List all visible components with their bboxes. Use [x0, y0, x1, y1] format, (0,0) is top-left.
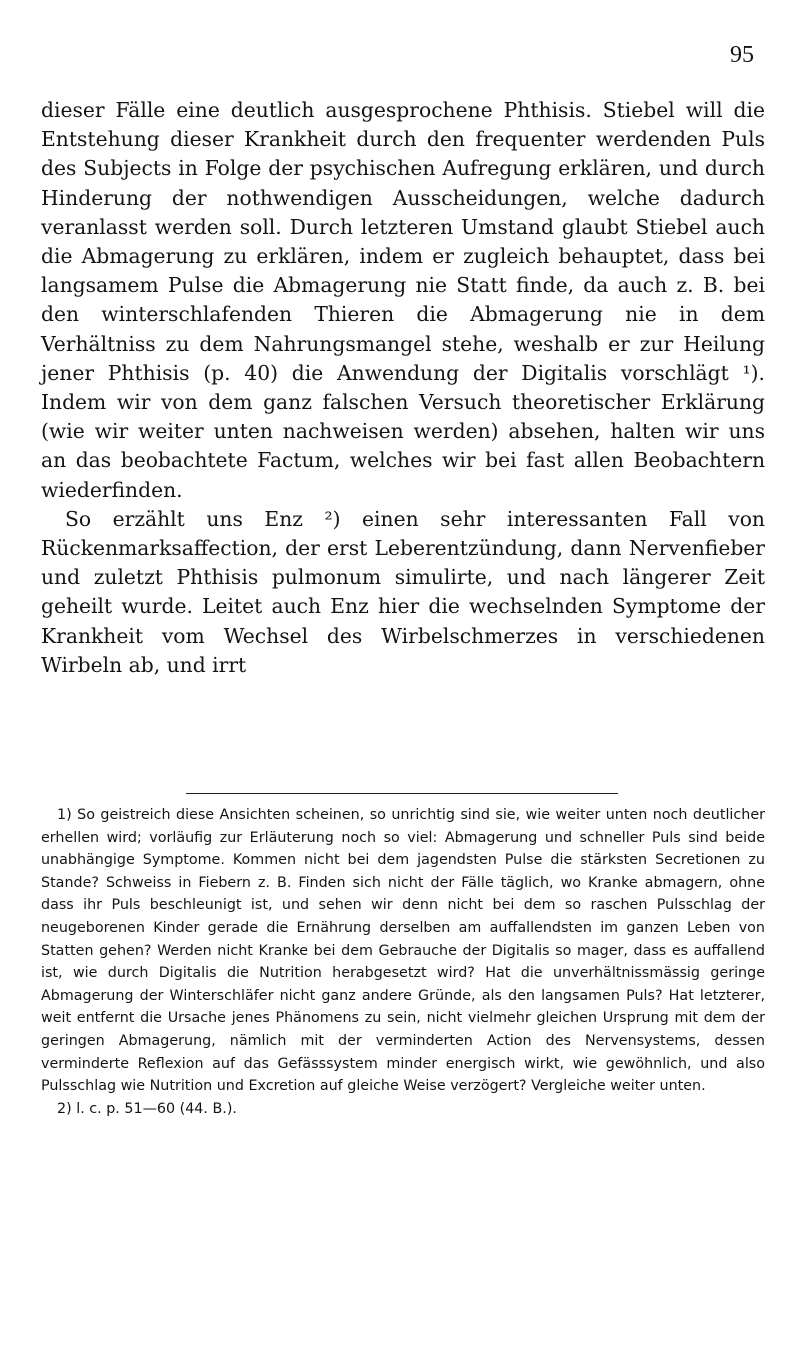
footnote-divider — [186, 793, 618, 794]
body-paragraph: So erzählt uns Enz ²) einen sehr interessanten Fall von Rückenmarksaffection, der erst Leberentzündung, dann Nervenfieber und zuletzt Phthisis pulmonum simulirte, und nach längerer Zeit geheilt wurde. Leitet auch Enz hier die wechselnden Symptome der Krankheit vom Wechsel des Wirbelschmerzes in verschiedenen Wirbeln ab, und irrt — [41, 506, 765, 677]
footnotes — [41, 804, 765, 1120]
footnote: 1) So geistreich diese Ansichten scheinen, so unrichtig sind sie, wie weiter unten noch deutlicher erhellen wird; vorläufig zur Erläuterung noch so viel: Abmagerung und schneller Puls sind beide unabhängige Symptome. Kommen nicht bei dem jagendsten Pulse die stärksten Secretionen zu Stande? Schweiss in Fiebern z. B. Finden sich nicht der Fälle täglich, wo Kranke abmagern, ohne dass ihr Puls beschleunigt ist, und sehen wir denn nicht bei dem so raschen Pulsschlag der neugeborenen Kinder gerade die Ernährung derselben am auffallendsten im ganzen Leben von Statten gehen? Werden nicht Kranke bei dem Gebrauche der Digitalis so mager, dass es auffallend ist, wie durch Digitalis die Nutrition herabgesetzt wird? Hat die unverhältnissmässig geringe Abmagerung der Winterschläfer nicht ganz andere Gründe, als den langsamen Puls? Hat letzterer, weit entfernt die Ursache jenes Phänomens zu sein, nicht vielmehr gleichen Ursprung mit dem der geringen Abmagerung, nämlich mit der verminderten Action des Nervensystems, dessen verminderte Reflexion auf das Gefässsystem minder energisch wirkt, wie gewöhnlich, und also Pulsschlag wie Nutrition und Excretion auf gleiche Weise verzögert? Vergleiche weiter unten. — [41, 807, 765, 1095]
footnote: 2) l. c. p. 51—60 (44. B.). — [57, 1100, 237, 1117]
main-text — [41, 96, 765, 680]
page-number: 95 — [730, 42, 754, 68]
body-paragraph: dieser Fälle eine deutlich ausgesprochene Phthisis. Stiebel will die Entstehung dieser Krankheit durch den frequenter werdenden Puls des Subjects in Folge der psychischen Aufregung erklären, und durch Hinderung der nothwendigen Ausscheidungen, welche dadurch veranlasst werden soll. Durch letzteren Umstand glaubt Stiebel auch die Abmagerung zu erklären, indem er zugleich behauptet, dass bei langsamem Pulse die Abmagerung nie Statt finde, da auch z. B. bei den winterschlafenden Thieren die Abmagerung nie in dem Verhältniss zu dem Nahrungsmangel stehe, weshalb er zur Heilung jener Phthisis (p. 40) die Anwendung der Digitalis vorschlägt ¹). Indem wir von dem ganz falschen Versuch theoretischer Erklärung (wie wir weiter unten nachweisen werden) absehen, halten wir uns an das beobachtete Factum, welches wir bei fast allen Beobachtern wiederfinden. — [41, 98, 765, 502]
